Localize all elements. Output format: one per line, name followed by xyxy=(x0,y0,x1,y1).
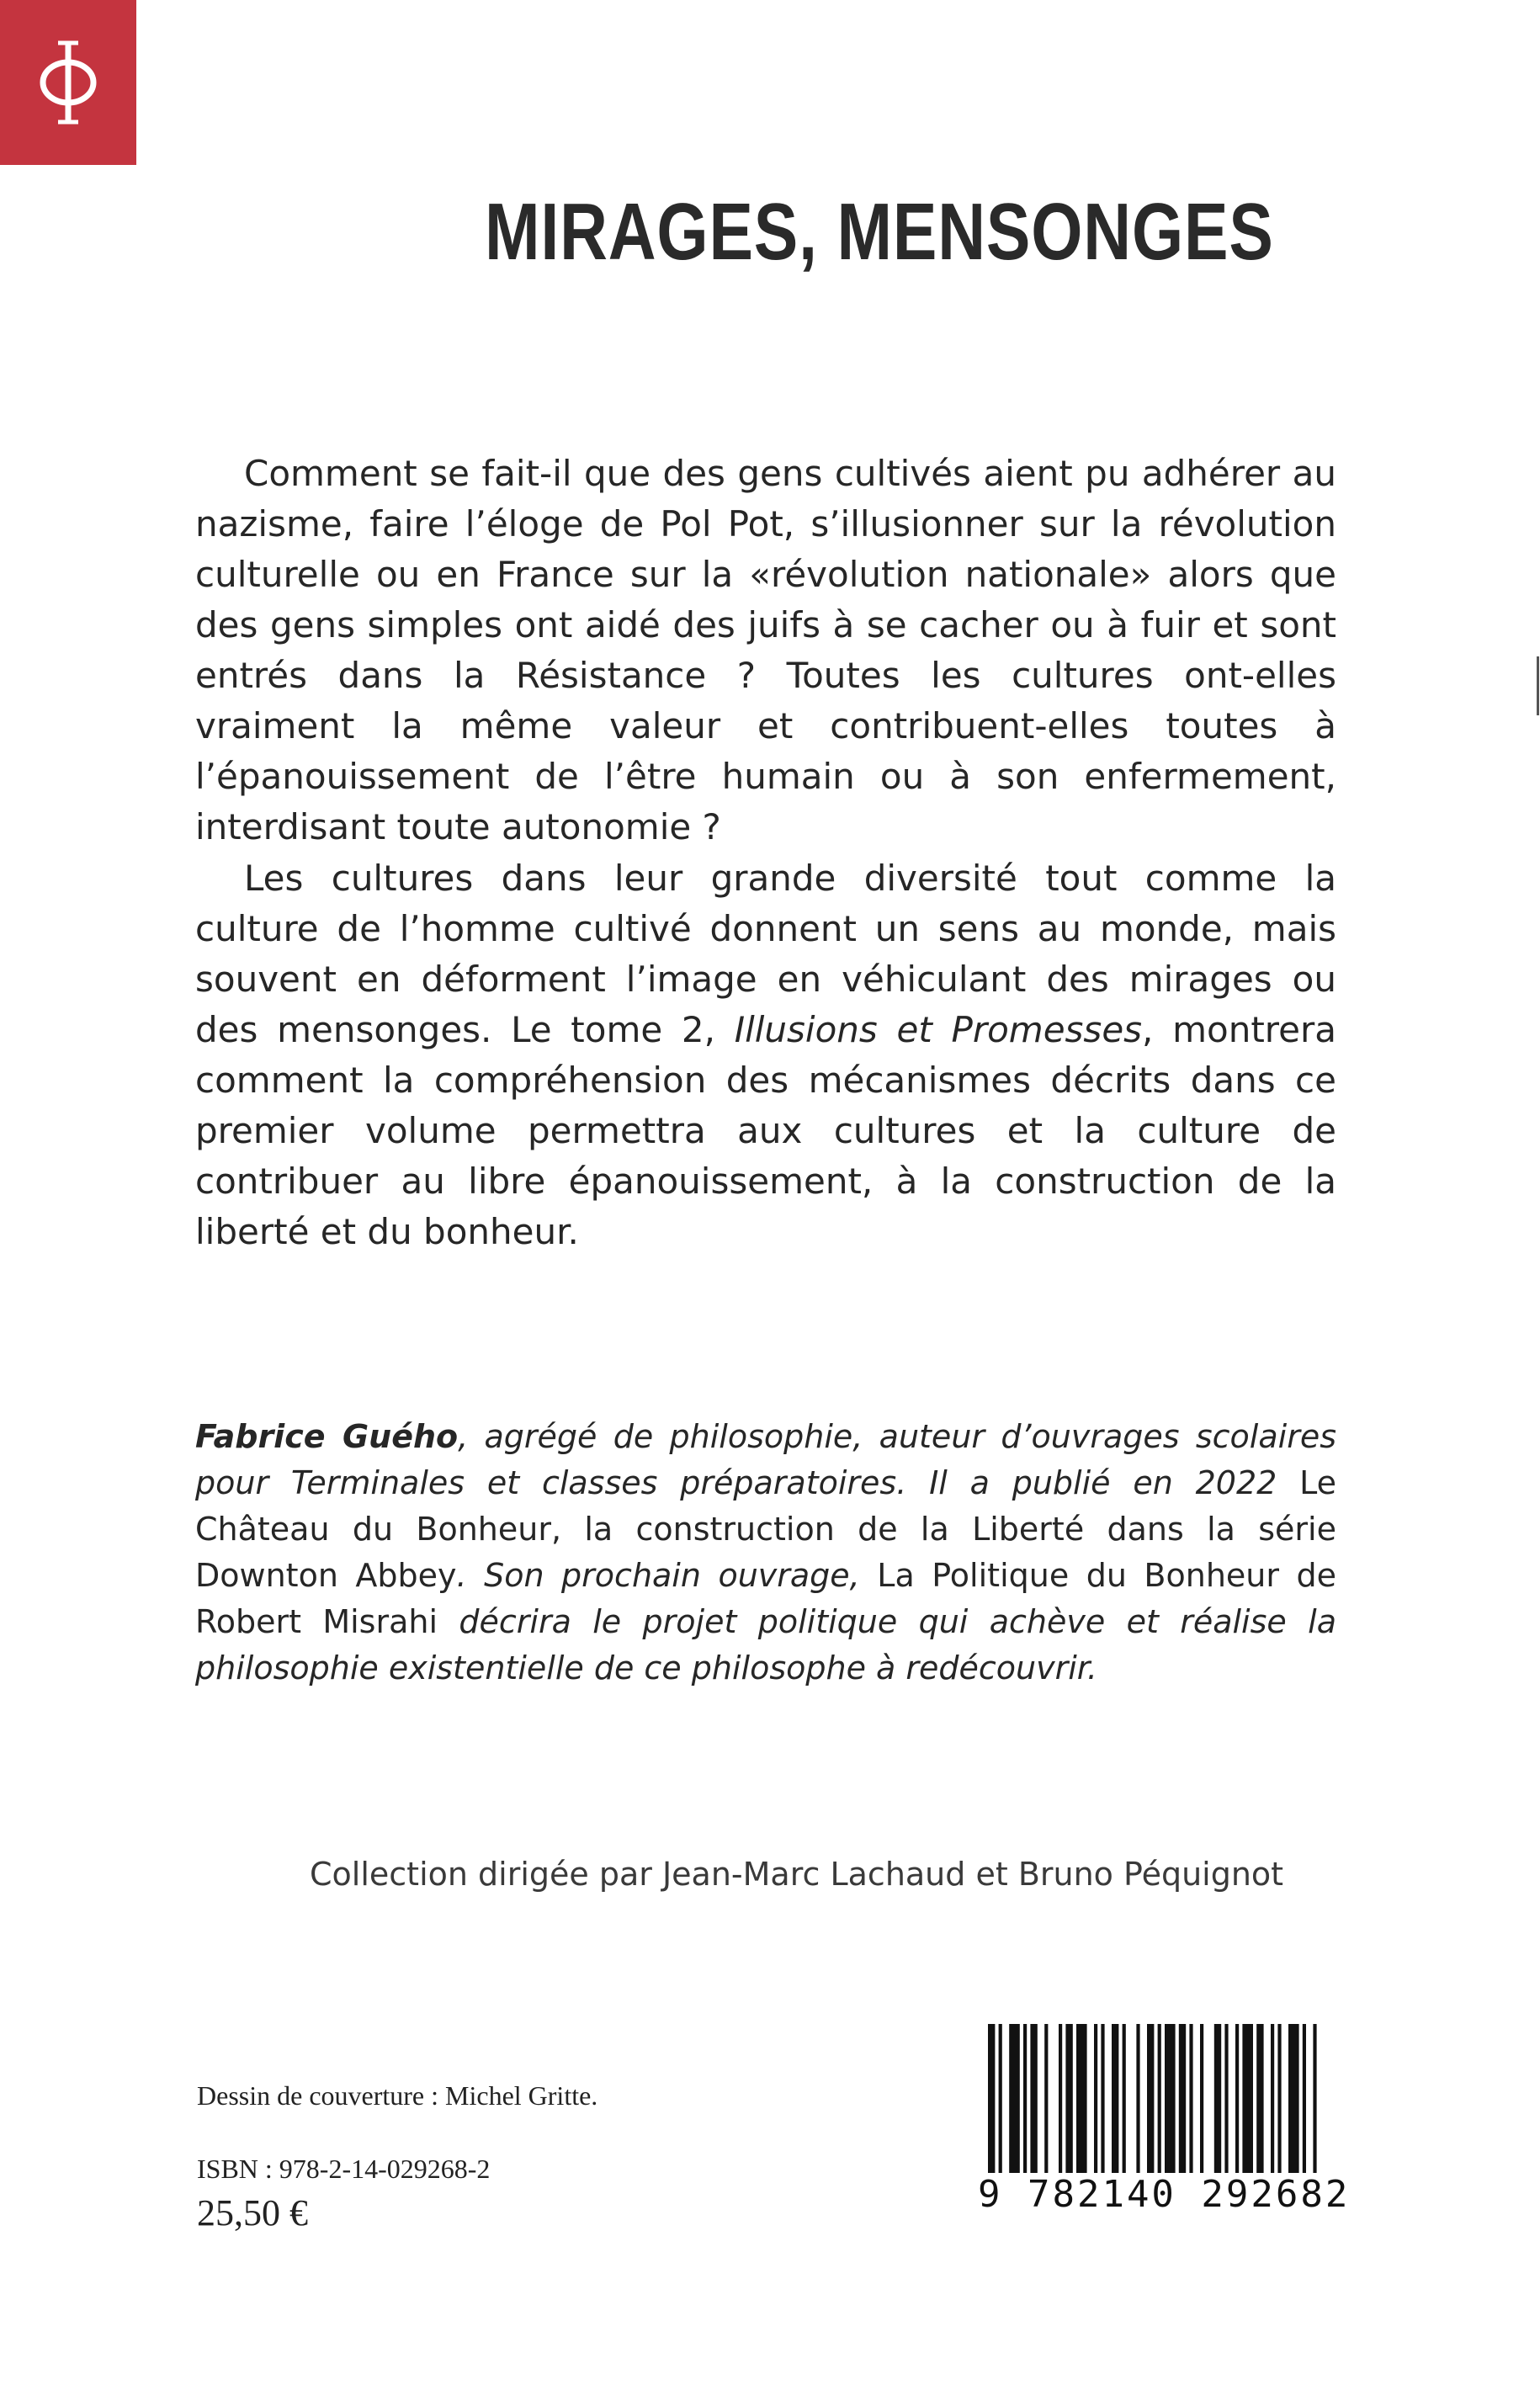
barcode-bar xyxy=(1165,2024,1176,2184)
author-bio xyxy=(195,1414,1336,1692)
summary-text-2a: Les cultures dans leur grande diversité tout comme la culture de l’homme cultivé donnent un sens au monde, mais souvent en déforment l’image en véhiculant des mirages ou des mensonges. Le tome 2, xyxy=(195,858,1336,1050)
barcode-bar xyxy=(1076,2024,1087,2184)
barcode-bar xyxy=(1242,2024,1253,2184)
barcode-bar xyxy=(1214,2024,1221,2184)
barcode-bar xyxy=(1009,2024,1020,2184)
trim-mark xyxy=(1537,656,1539,715)
summary-paragraph-2 xyxy=(195,853,1336,1257)
barcode-bar xyxy=(1179,2024,1186,2184)
author-bio-text-1: , agrégé de philosophie, auteur d’ouvrages scolaires pour Terminales et classes préparatoires. Il a publié en 2022 xyxy=(195,1418,1336,1501)
barcode-bar xyxy=(1030,2024,1037,2184)
barcode-bar xyxy=(1123,2024,1126,2184)
barcode-bar xyxy=(1044,2024,1048,2184)
barcode-bar xyxy=(1059,2024,1062,2184)
isbn: ISBN : 978-2-14-029268-2 xyxy=(197,2154,491,2184)
barcode-bar xyxy=(999,2024,1002,2184)
barcode-bar xyxy=(1094,2024,1097,2184)
cover-credit: Dessin de couverture : Michel Gritte. xyxy=(197,2080,598,2111)
barcode-number: 9 782140 292682 xyxy=(978,2173,1351,2216)
barcode-bar xyxy=(1313,2024,1316,2184)
barcode-bar xyxy=(1200,2024,1203,2184)
barcode-bar xyxy=(1288,2024,1299,2184)
volume-2-title: Illusions et Promesses xyxy=(734,1009,1143,1050)
author-book-2: La Politique du Bonheur de Robert Misrahi xyxy=(195,1557,1336,1640)
barcode-bar xyxy=(1065,2024,1072,2184)
summary-paragraph-1 xyxy=(195,449,1336,853)
barcode-digits xyxy=(976,2171,1351,2218)
barcode-bar xyxy=(1147,2024,1154,2184)
publisher-logo xyxy=(0,0,136,165)
author-name: Fabrice Guého xyxy=(195,1418,459,1455)
phi-icon xyxy=(33,36,104,129)
barcode-bar xyxy=(1224,2024,1228,2184)
summary-text-2b: , montrera comment la compréhension des mécanismes décrits dans ce premier volume permettra aux cultures et la culture de contribuer au libre épanouissement, à la construction de la liberté et du bonheur. xyxy=(195,1009,1336,1252)
barcode-bar xyxy=(1277,2024,1281,2184)
author-book-1: Le Château du Bonheur, la construction de la Liberté dans la série Downton Abbey xyxy=(195,1464,1336,1594)
book-title: MIRAGES, MENSONGES xyxy=(485,187,1274,277)
barcode-bar xyxy=(1303,2024,1306,2184)
barcode-bar xyxy=(988,2024,995,2184)
barcode-bar xyxy=(1271,2024,1274,2184)
author-bio-text-3: décrira le projet politique qui achève et réalise la philosophie existentielle de ce philosophe à redécouvrir. xyxy=(195,1603,1336,1686)
barcode-bar xyxy=(1189,2024,1192,2184)
author-bio-text-2: . Son prochain ouvrage, xyxy=(456,1557,878,1594)
barcode-bar xyxy=(1101,2024,1104,2184)
barcode-bar xyxy=(1235,2024,1239,2184)
barcode-bar xyxy=(1136,2024,1139,2184)
barcode-bar xyxy=(1158,2024,1161,2184)
summary-text-1: Comment se fait-il que des gens cultivés aient pu adhérer au nazisme, faire l’éloge de Pol Pot, s’illusionner sur la révolution culturelle ou en France sur la «révolution nationale» alors que des gens simples ont aidé des juifs à se cacher ou à fuir et sont entrés dans la Résistance ? Toutes les cultures ont-elles vraiment la même valeur et contribuent-elles toutes à l’épanouissement de l’être humain ou à son enfermement, interdisant toute autonomie ? xyxy=(195,453,1336,847)
barcode-bar xyxy=(1023,2024,1027,2184)
collection-editors: Collection dirigée par Jean-Marc Lachaud et Bruno Péquignot xyxy=(310,1856,1284,1893)
price: 25,50 € xyxy=(197,2192,308,2234)
barcode-bar xyxy=(1256,2024,1263,2184)
barcode-bar xyxy=(1112,2024,1118,2184)
